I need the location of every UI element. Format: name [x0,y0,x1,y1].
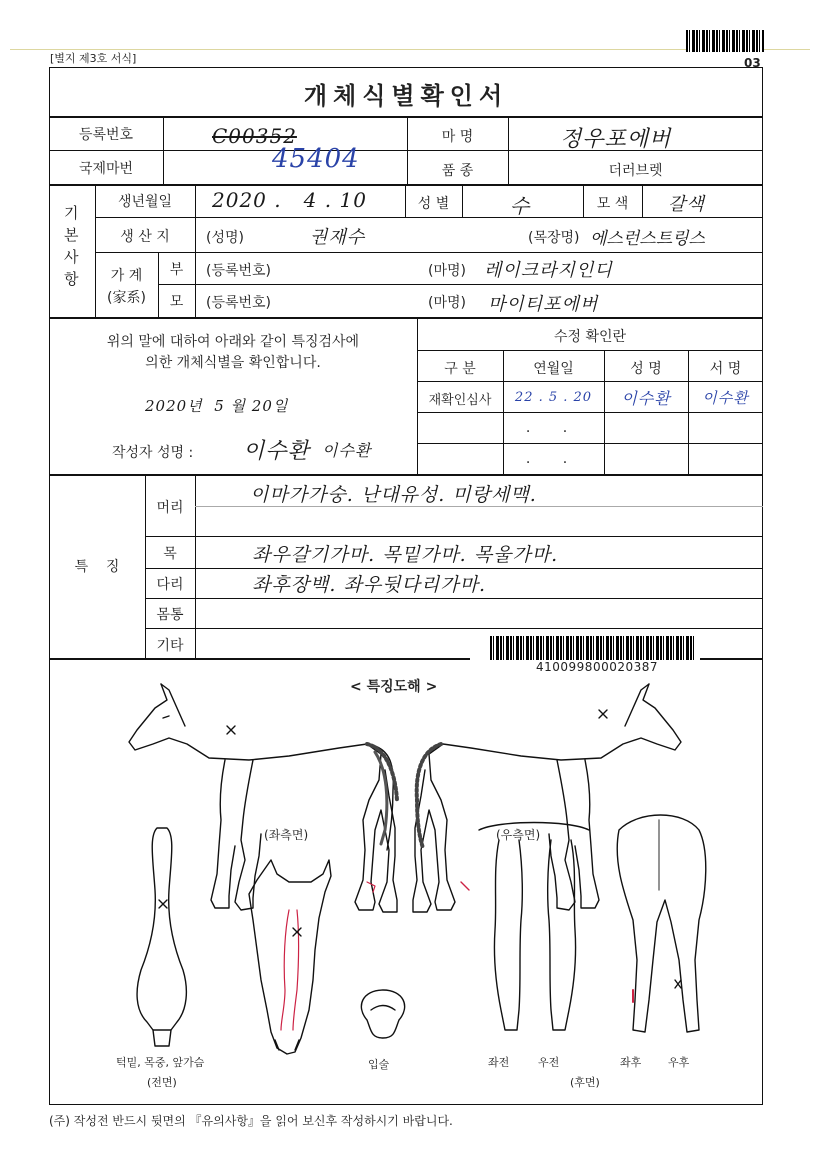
color-value: 갈색 [668,194,705,215]
farm-name-value: 에스런스트링스 [590,229,705,249]
left-side-caption: (좌측면) [264,828,309,842]
color-label: 모 색 [596,196,629,212]
author-signature: 이수환 [322,441,372,460]
features-section-label: 특 징 [74,559,120,575]
revision-row3-date: . . [525,451,582,467]
reg-no-old-value: C00352 [212,124,297,148]
sire-name-value: 레이크라지인디 [484,260,613,281]
revision-header-sign: 서 명 [709,361,742,377]
confirm-date: 2020년 5 월 20일 [145,397,289,415]
legs-label: 다리 [156,577,184,593]
horse-front-neck-drawing [137,828,186,1046]
reg-no-label: 등록번호 [78,127,134,143]
confirm-text-line2: 의한 개체식별을 확인합니다. [145,355,321,371]
right-side-caption: (우측면) [496,828,541,842]
producer-label: 생 산 지 [120,229,170,245]
farm-name-label: (목장명) [528,230,580,246]
footer-note: (주) 작성전 반드시 뒷면의 『유의사항』을 읽어 보신후 작성하시기 바랍니다. [49,1114,453,1128]
top-barcode [686,30,764,52]
producer-name-value: 권재수 [310,227,366,248]
breed-value: 더러브렛 [608,163,663,179]
revision-row2-date: . . [525,420,582,436]
rear-label: (후면) [570,1076,600,1089]
lineage-label: 가 계 [110,268,143,284]
horse-name-label: 마 명 [441,129,474,145]
front-left-caption: 좌전 [488,1056,510,1069]
etc-label: 기타 [156,638,184,654]
sex-label: 성 별 [417,196,450,212]
dam-name-value: 마이티포에버 [488,294,599,315]
revision-header-type: 구 분 [444,361,476,377]
sex-value: 수 [510,194,531,218]
birth-label: 생년월일 [117,194,173,210]
front-right-caption: 우전 [538,1056,560,1069]
body-label: 몸통 [156,607,184,623]
breed-label: 품 종 [441,163,474,179]
producer-name-label: (성명) [206,230,244,246]
revision-row1-sign: 이수환 [702,389,749,407]
dam-reg-no-label: (등록번호) [206,295,272,311]
legs-value: 좌후장백. 좌우뒷다리가마. [252,574,487,596]
document-title: 개체식별확인서 [303,82,509,110]
horse-rear-drawing [617,815,706,1032]
revision-header-name: 성 명 [630,361,662,377]
sire-label: 부 [169,262,184,278]
intl-no-label: 국제마번 [78,161,134,177]
barcode-bars [490,636,695,660]
dam-label: 모 [169,294,184,310]
revision-row1-type: 재확인심사 [428,393,492,408]
barcode-number: 410099800020387 [536,660,659,674]
revision-title: 수정 확인란 [553,329,627,345]
confirm-text-line1: 위의 말에 대하여 아래와 같이 특징검사에 [106,334,360,350]
revision-row1-name: 이수환 [621,389,671,408]
sire-reg-no-label: (등록번호) [206,263,272,279]
horse-name-value: 정우포에버 [560,127,672,152]
revision-header-date: 연월일 [533,361,574,377]
horse-right-side-drawing [413,684,681,912]
head-label: 머리 [156,500,184,516]
page-number: 03 [744,56,761,70]
hind-left-caption: 좌후 [620,1056,642,1069]
hind-right-caption: 우후 [668,1056,690,1069]
horse-diagram [49,660,763,1100]
author-label: 작성자 성명 : [112,445,194,461]
front-label: (전면) [147,1076,177,1089]
horse-head-front-drawing [249,860,375,1054]
reg-no-new-value: 45404 [272,144,360,174]
dam-name-label: (마명) [428,295,466,311]
form-reference: [별지 제3호 서식] [50,52,137,65]
sire-name-label: (마명) [428,263,466,279]
neck-value: 좌우갈기가마. 목밑가마. 목울가마. [252,544,559,566]
horse-front-legs-drawing [461,823,589,1031]
revision-row1-date: 22 . 5 . 20 [514,390,593,405]
basic-section-label: 기본사항 [64,204,79,288]
lineage-hanja-label: (家系) [107,290,146,306]
horse-lips-drawing [361,990,404,1038]
front-caption: 턱밑, 목중, 앞가슴 [116,1056,205,1069]
author-name: 이수환 [243,439,310,464]
head-value: 이마가가숭. 난대유성. 미랑세맥. [250,484,537,506]
diagram-title: < 특징도해 > [350,679,438,695]
lip-caption: 입술 [368,1058,390,1071]
horse-left-side-drawing [129,684,397,912]
birth-value: 2020 . 4 . 10 [212,188,367,212]
neck-label: 목 [163,546,177,562]
